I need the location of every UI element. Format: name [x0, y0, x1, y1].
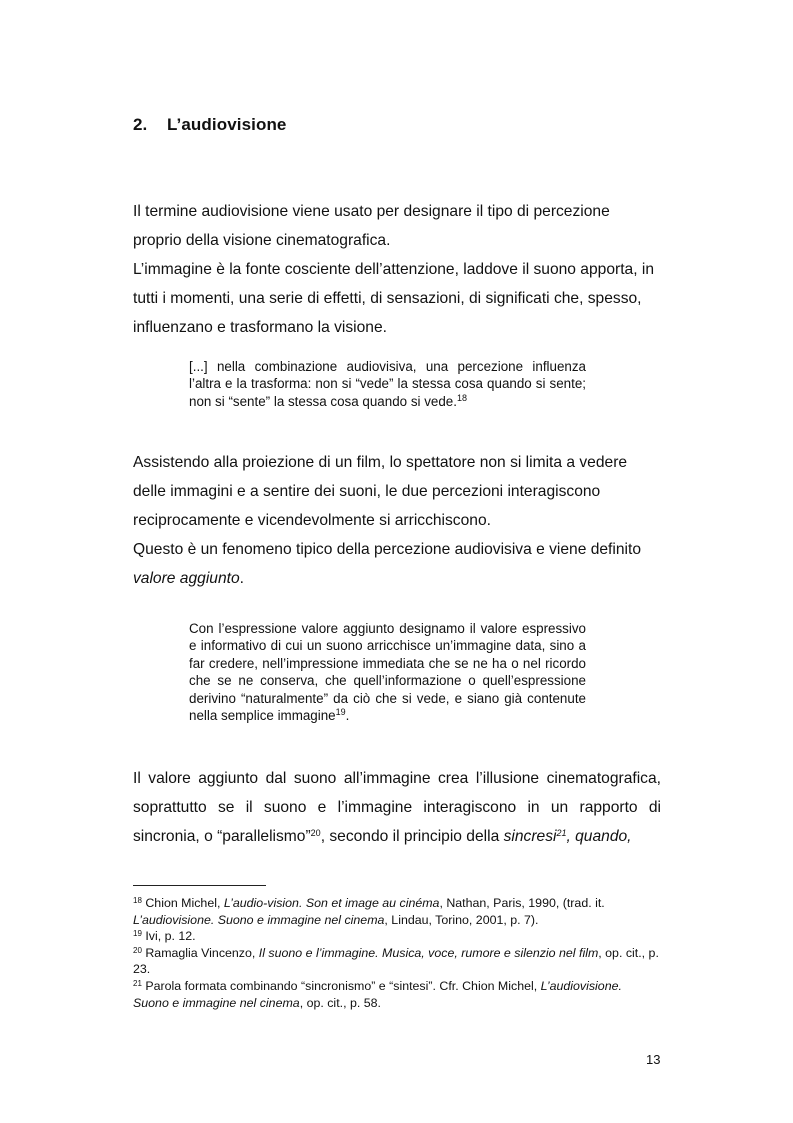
- footnote-text: Ivi, p. 12.: [141, 929, 196, 944]
- body-paragraphs: [133, 764, 661, 851]
- paragraph: [133, 535, 661, 593]
- paragraph: L’immagine è la fonte cosciente dell’attenzione, laddove il suono apporta, in tutti i momenti, una serie di effetti, di sensazioni, di significati che, spesso, influenzano e trasformano la visione.: [133, 261, 654, 336]
- block-quote: [189, 358, 586, 410]
- block-quote: [189, 620, 586, 724]
- footnote-number: 19: [133, 929, 142, 939]
- section-number: 2.: [133, 115, 148, 134]
- paragraph: Assistendo alla proiezione di un film, lo spettatore non si limita a vedere delle immagini e a sentire dei suoni, le due percezioni interagiscono reciprocamente e vicendevolmente si arricchiscono.: [133, 454, 628, 529]
- paragraph-text: .: [239, 570, 244, 587]
- emphasis-text: sincresi: [503, 828, 557, 845]
- emphasis-text: valore aggiunto: [133, 570, 240, 587]
- footnote-ref: 18: [456, 392, 467, 403]
- footnote-number: 18: [133, 896, 142, 905]
- footnote-ref: 20: [310, 828, 321, 838]
- section-heading: [133, 115, 286, 135]
- footnote-ref-number: 21: [556, 828, 567, 838]
- footnote: [133, 945, 661, 978]
- quote-text: [...] nella combinazione audiovisiva, una percezione influenza l’altra e la trasforma: non si “vede” la stessa cosa quando si sente; non si “sente” la stessa cosa quando si vede.: [189, 359, 586, 409]
- paragraph-text: , secondo il principio della: [320, 828, 504, 845]
- footnote: [133, 928, 661, 945]
- footnote-text: , Lindau, Torino, 2001, p. 7).: [384, 912, 539, 927]
- page-number: 13: [646, 1052, 661, 1067]
- body-paragraphs: [133, 448, 661, 593]
- footnote-title: L’audiovisione. Suono e immagine nel cinema: [133, 978, 622, 1010]
- quote-end: .: [345, 708, 350, 724]
- footnote-ref: [556, 828, 566, 838]
- footnote-text: Chion Michel,: [141, 896, 224, 910]
- paragraph-text: Il valore aggiunto dal suono all’immagine crea l’illusione cinematografica, soprattutto se il suono e l’immagine interagiscono in un rapporto di sincronia, o “parallelismo”: [133, 770, 661, 845]
- footnote-title: L’audiovisione. Suono e immagine nel cinema: [133, 912, 385, 927]
- footnote-title: Il suono e l’immagine. Musica, voce, rumore e silenzio nel film: [258, 945, 599, 960]
- footnote-title: L’audio-vision. Son et image au cinéma: [223, 896, 440, 910]
- quote-text: Con l’espressione valore aggiunto designamo il valore espressivo e informativo di cui un suono arricchisce un’immagine data, sino a far credere, nell’impressione immediata che se ne ha o nel ricordo che se ne conserva, che quell’informazione o quell’espressione derivino “naturalmente” da ciò che si vede, e siano già contenute nella semplice immagine: [189, 621, 586, 724]
- footnote-text: , Nathan, Paris, 1990, (trad. it.: [439, 896, 605, 910]
- footnote: [133, 895, 661, 928]
- footnote-text: , op. cit., p. 23.: [133, 945, 659, 977]
- footnotes: [133, 895, 661, 1011]
- footnote: [133, 978, 661, 1011]
- footnote-text: , op. cit., p. 58.: [299, 995, 381, 1010]
- footnote-number: 20: [133, 945, 142, 955]
- footnote-ref: 19: [335, 707, 346, 718]
- footnote-text: Ramaglia Vincenzo,: [141, 945, 259, 960]
- paragraph: Il termine audiovisione viene usato per designare il tipo di percezione proprio della visione cinematografica.: [133, 203, 610, 249]
- intro-paragraphs: [133, 197, 661, 342]
- section-title: L’audiovisione: [167, 115, 287, 134]
- paragraph: [133, 764, 661, 851]
- footnote-number: 21: [133, 978, 142, 988]
- paragraph-text: Questo è un fenomeno tipico della percezione audiovisiva e viene definito: [133, 541, 641, 558]
- footnote-text: Parola formata combinando “sincronismo” e “sintesi”. Cfr. Chion Michel,: [141, 978, 541, 993]
- paragraph-text: , quando,: [566, 828, 632, 845]
- footnote-divider: [133, 885, 266, 886]
